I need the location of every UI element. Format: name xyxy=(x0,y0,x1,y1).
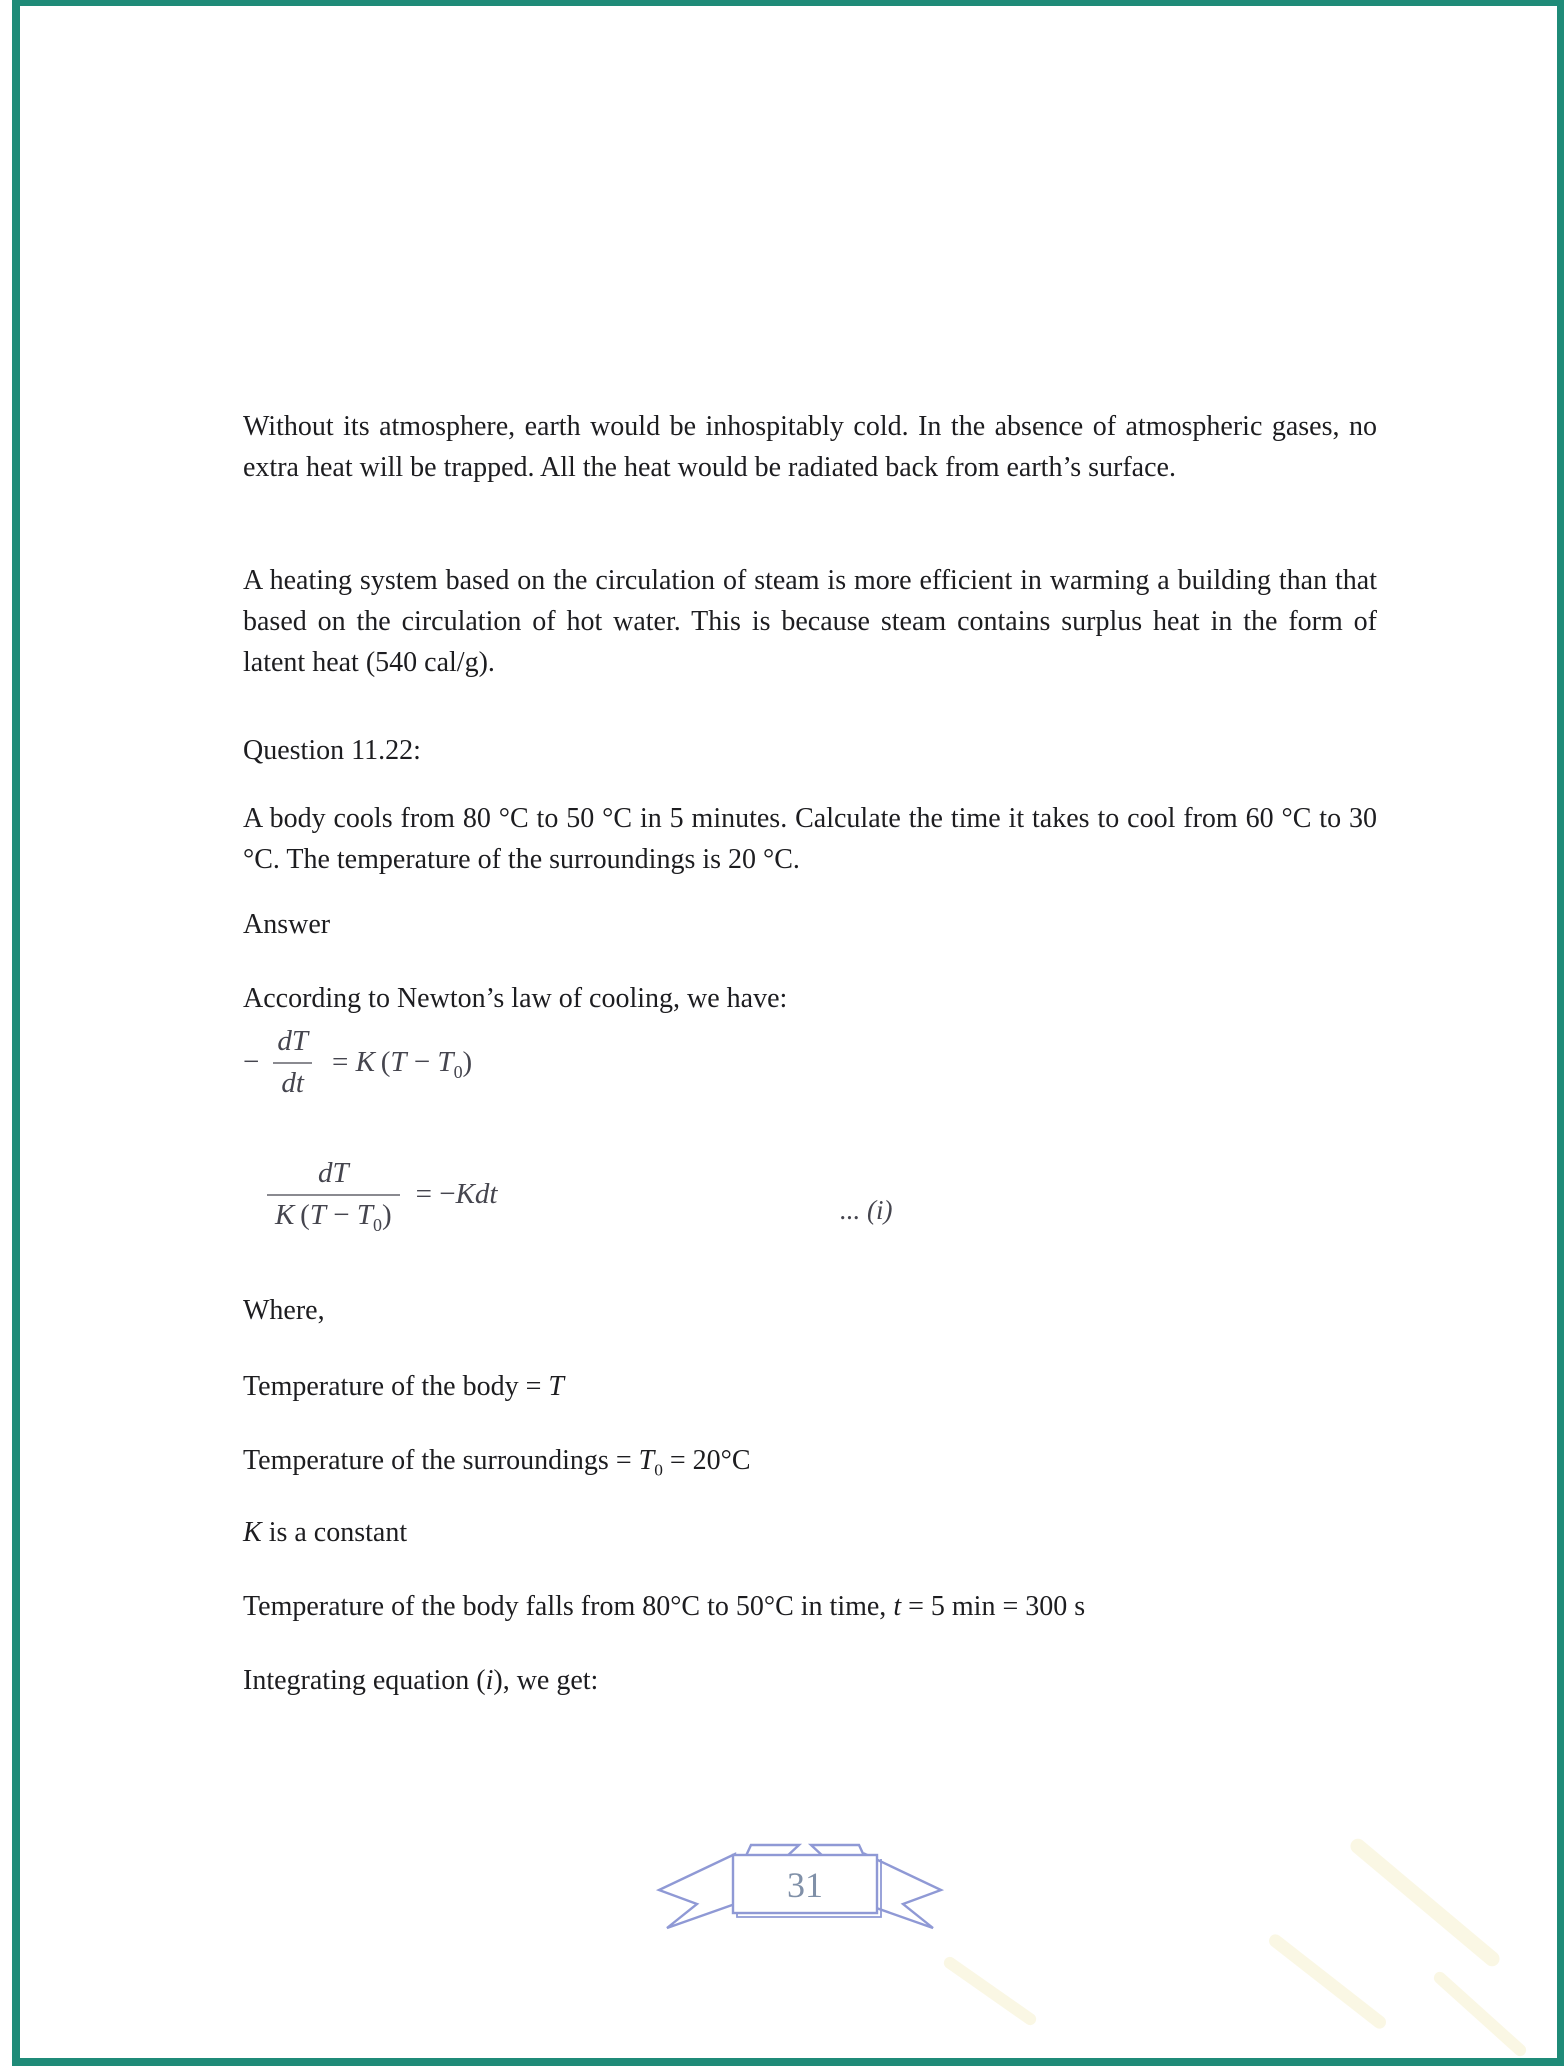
fraction-denominator: dt xyxy=(273,1062,312,1100)
scan-smudge xyxy=(1431,1969,1528,2058)
fraction-denominator: K $(T - T_0)$ xyxy=(267,1194,400,1232)
newtons-law-intro: According to Newton’s law of cooling, we have: xyxy=(243,983,788,1014)
ribbon-banner-icon xyxy=(645,1838,955,1946)
definition-temperature-surroundings: Temperature of the surroundings = $T_0 = 20^\circ C$ xyxy=(243,1445,751,1480)
equation-rhs: = K $(T - T_0)$ xyxy=(332,1045,473,1082)
fraction-dT-dt xyxy=(269,1026,316,1100)
statement-temperature-falls: Temperature of the body falls from 80°C to 50°C in time, t = 5 min = 300 s xyxy=(243,1591,1086,1622)
definition-k-constant: K is a constant xyxy=(243,1517,408,1548)
question-body: A body cools from 80 °C to 50 °C in 5 minutes. Calculate the time it takes to cool from 60 °C to 30 °C. The temperature of the surroundings is 20 °C. xyxy=(243,803,1377,875)
scan-smudge xyxy=(942,1955,1039,2028)
scan-smudge xyxy=(1347,1836,1502,1970)
equation-newton-cooling xyxy=(243,1026,1377,1100)
definition-temperature-body: Temperature of the body = T xyxy=(243,1371,564,1402)
fraction-dT-KTT0 xyxy=(267,1157,400,1235)
equation-rhs: = −Kdt xyxy=(415,1177,498,1210)
where-label: Where, xyxy=(243,1295,325,1326)
question-label: Question 11.22: xyxy=(243,735,421,766)
scan-smudge xyxy=(1266,1932,1388,2032)
page-number: 31 xyxy=(787,1865,823,1905)
answer-label: Answer xyxy=(243,909,331,940)
equation-i xyxy=(243,1157,1377,1235)
equation-number-label: ... (i) xyxy=(840,1195,893,1225)
equation-minus-sign: − xyxy=(243,1045,260,1078)
fraction-numerator: dT xyxy=(317,1157,349,1189)
integrating-line: Integrating equation (i), we get: xyxy=(243,1665,599,1696)
page-number-ribbon xyxy=(645,1838,955,1946)
paragraph-heating-system: A heating system based on the circulation of steam is more efficient in warming a building than that based on the circulation of hot water. This is because steam contains surplus heat in the form of latent heat (540 cal/g). xyxy=(243,565,1377,678)
paragraph-atmosphere: Without its atmosphere, earth would be inhospitably cold. In the absence of atmospheric gases, no extra heat will be trapped. All the heat would be radiated back from earth’s surface. xyxy=(243,411,1377,483)
fraction-numerator: dT xyxy=(277,1025,308,1057)
